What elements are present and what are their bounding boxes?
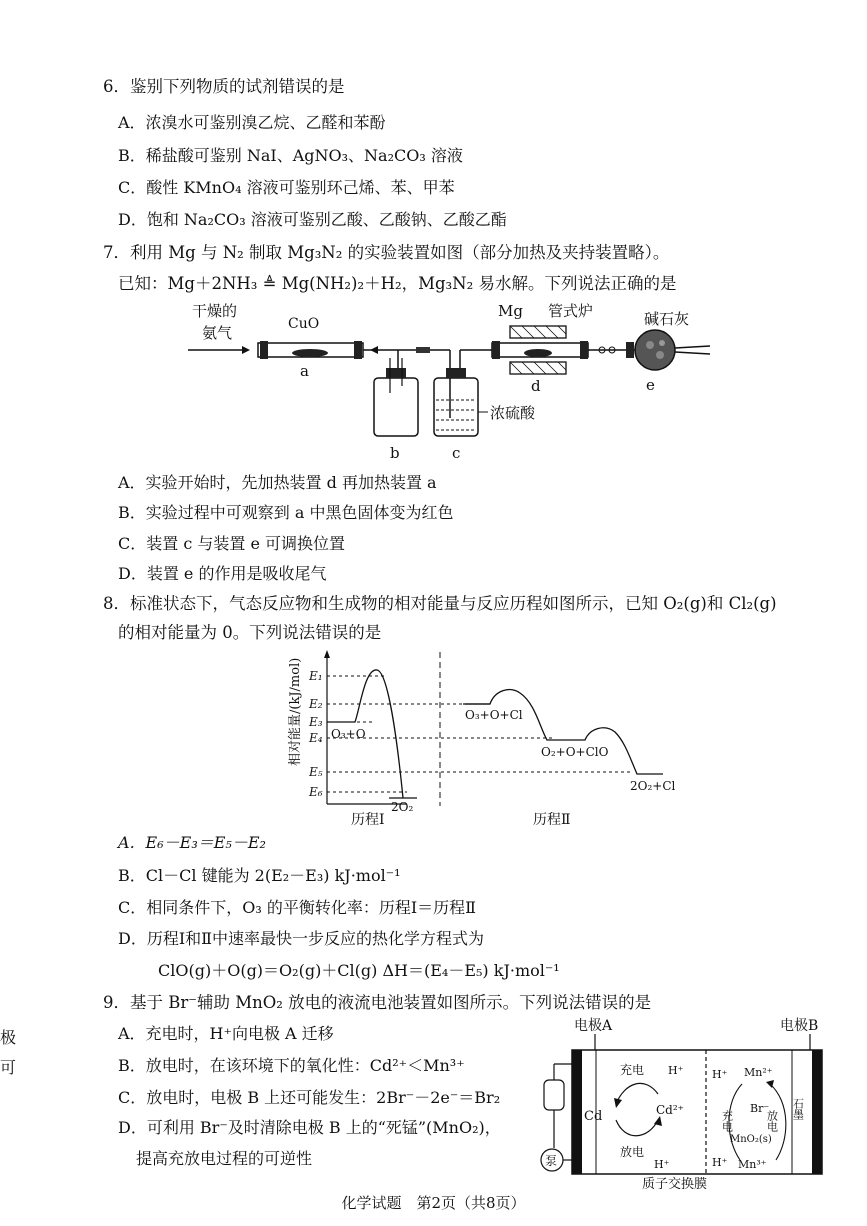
q9-option-a: A．充电时，H⁺向电极 A 迁移 bbox=[118, 1024, 334, 1043]
q9-option-b: B．放电时，在该环境下的氧化性：Cd²⁺＜Mn³⁺ bbox=[118, 1056, 465, 1075]
label-mn3: Mn³⁺ bbox=[738, 1158, 767, 1171]
label-e3: E₃ bbox=[309, 715, 323, 729]
label-electrode-b: 电极B bbox=[780, 1018, 819, 1034]
electrode-b bbox=[812, 1050, 822, 1174]
margin-char-2: 可 bbox=[0, 1058, 17, 1077]
label-path1: 历程Ⅰ bbox=[351, 812, 385, 828]
q7-label-cuo: CuO bbox=[288, 316, 320, 332]
q8-option-c: C．相同条件下，O₃ 的平衡转化率：历程Ⅰ＝历程Ⅱ bbox=[118, 898, 477, 917]
label-e2: E₂ bbox=[309, 697, 323, 711]
q8-option-d-equation: ClO(g)＋O(g)＝O₂(g)＋Cl(g) ΔH＝(E₄－E₅) kJ·mol⁻¹ bbox=[158, 961, 560, 980]
reservoir bbox=[544, 1080, 564, 1110]
q9-option-d-cont: 提高充放电过程的可逆性 bbox=[136, 1149, 313, 1168]
q6-option-d: D．饱和 Na₂CO₃ 溶液可鉴别乙酸、乙酸钠、乙酸乙酯 bbox=[118, 210, 507, 229]
q7-label-d: d bbox=[531, 377, 541, 395]
q7-label-e: e bbox=[646, 376, 655, 394]
label-discharge: 放电 bbox=[620, 1145, 645, 1159]
electrode-a bbox=[572, 1050, 582, 1174]
furnace-top bbox=[510, 326, 566, 338]
label-h-4: H⁺ bbox=[712, 1156, 728, 1169]
q6-option-b: B．稀盐酸可鉴别 NaI、AgNO₃、Na₂CO₃ 溶液 bbox=[118, 146, 463, 165]
q7-option-b: B．实验过程中可观察到 a 中黑色固体变为红色 bbox=[118, 503, 454, 522]
margin-char-1: 极 bbox=[0, 1028, 17, 1047]
q9-option-d: D．可利用 Br⁻及时清除电极 B 上的“死锰”(MnO₂)， bbox=[118, 1118, 501, 1137]
q7-label-lime: 碱石灰 bbox=[644, 310, 690, 328]
label-e1: E₁ bbox=[309, 669, 323, 683]
label-h-3: H⁺ bbox=[712, 1068, 728, 1081]
label-h-1: H⁺ bbox=[668, 1064, 684, 1077]
q7-stem: 7．利用 Mg 与 N₂ 制取 Mg₃N₂ 的实验装置如图（部分加热及夹持装置略）。 bbox=[103, 243, 670, 262]
q7-option-d: D．装置 e 的作用是吸收尾气 bbox=[118, 564, 327, 583]
q8-option-a: A．E₆－E₃＝E₅－E₂ bbox=[118, 833, 266, 852]
label-mno2: MnO₂(s) bbox=[730, 1134, 772, 1145]
q9-battery-figure bbox=[530, 1014, 835, 1190]
label-e5: E₅ bbox=[309, 765, 323, 779]
q8-stem-2: 的相对能量为 0。下列说法错误的是 bbox=[118, 623, 382, 642]
q7-label-b: b bbox=[390, 444, 400, 462]
label-o3o: O₃+O bbox=[331, 727, 366, 741]
label-h-2: H⁺ bbox=[654, 1158, 670, 1171]
q8-option-b: B．Cl－Cl 键能为 2(E₂－E₃) kJ·mol⁻¹ bbox=[118, 866, 401, 885]
q6-stem: 6．鉴别下列物质的试剂错误的是 bbox=[103, 77, 345, 96]
label-mn2: Mn²⁺ bbox=[744, 1066, 773, 1079]
label-o3ocl: O₃+O+Cl bbox=[465, 708, 523, 722]
q8-energy-diagram bbox=[285, 648, 715, 833]
label-o2oclo: O₂+O+ClO bbox=[541, 745, 609, 759]
q7-option-a: A．实验开始时，先加热装置 d 再加热装置 a bbox=[118, 473, 437, 492]
q6-option-a: A．浓溴水可鉴别溴乙烷、乙醛和苯酚 bbox=[118, 113, 386, 132]
q8-option-d: D．历程Ⅰ和Ⅱ中速率最快一步反应的热化学方程式为 bbox=[118, 929, 485, 948]
label-br: Br⁻ bbox=[750, 1102, 770, 1115]
q7-label-acid: 浓硫酸 bbox=[490, 404, 536, 422]
q7-option-c: C．装置 c 与装置 e 可调换位置 bbox=[118, 534, 346, 553]
label-graphite: 石墨 bbox=[791, 1098, 805, 1120]
soda-lime-tube-e bbox=[635, 330, 675, 370]
cuo-solid bbox=[292, 349, 328, 357]
q6-option-c: C．酸性 KMnO₄ 溶液可鉴别环己烯、苯、甲苯 bbox=[118, 178, 455, 197]
label-2o2: 2O₂ bbox=[391, 800, 414, 814]
q7-label-dry1: 干燥的 bbox=[192, 302, 238, 320]
label-cd2: Cd²⁺ bbox=[656, 1103, 685, 1117]
q7-label-dry2: 氨气 bbox=[202, 324, 233, 342]
q7-label-c: c bbox=[452, 444, 461, 462]
q9-option-c: C．放电时，电极 B 上还可能发生：2Br⁻－2e⁻＝Br₂ bbox=[118, 1088, 501, 1107]
label-electrode-a: 电极A bbox=[574, 1018, 613, 1034]
label-charge-v-1: 充电 bbox=[720, 1110, 734, 1132]
mg-solid bbox=[524, 349, 552, 357]
furnace-bottom bbox=[510, 362, 566, 374]
label-e6: E₆ bbox=[309, 785, 323, 799]
page-footer: 化学试题 第2页（共8页） bbox=[341, 1194, 526, 1212]
bottle-b bbox=[374, 378, 418, 436]
label-2o2cl: 2O₂+Cl bbox=[630, 779, 676, 793]
label-e4: E₄ bbox=[309, 731, 323, 745]
q7-known: 已知：Mg＋2NH₃ ≜ Mg(NH₂)₂＋H₂，Mg₃N₂ 易水解。下列说法正确的是 bbox=[118, 274, 677, 293]
path2-curve bbox=[465, 690, 663, 774]
q8-ylabel: 相对能量/(kJ/mol) bbox=[288, 657, 303, 766]
q7-label-mg: Mg bbox=[498, 302, 523, 320]
q8-stem-1: 8．标准状态下，气态反应物和生成物的相对能量与反应历程如图所示，已知 O₂(g)和 Cl₂(g) bbox=[103, 594, 777, 613]
bottle-c bbox=[434, 378, 478, 436]
q7-label-a: a bbox=[300, 362, 309, 380]
label-charge: 充电 bbox=[620, 1063, 645, 1077]
label-cd: Cd bbox=[584, 1109, 603, 1124]
label-pump: 泵 bbox=[545, 1154, 558, 1168]
label-membrane: 质子交换膜 bbox=[642, 1177, 708, 1190]
label-path2: 历程Ⅱ bbox=[533, 812, 571, 828]
label-discharge-v-1: 放电 bbox=[765, 1110, 779, 1132]
q7-apparatus-figure bbox=[180, 298, 740, 463]
q7-label-furnace: 管式炉 bbox=[548, 302, 594, 320]
q9-stem: 9．基于 Br⁻辅助 MnO₂ 放电的液流电池装置如图所示。下列说法错误的是 bbox=[103, 993, 652, 1012]
